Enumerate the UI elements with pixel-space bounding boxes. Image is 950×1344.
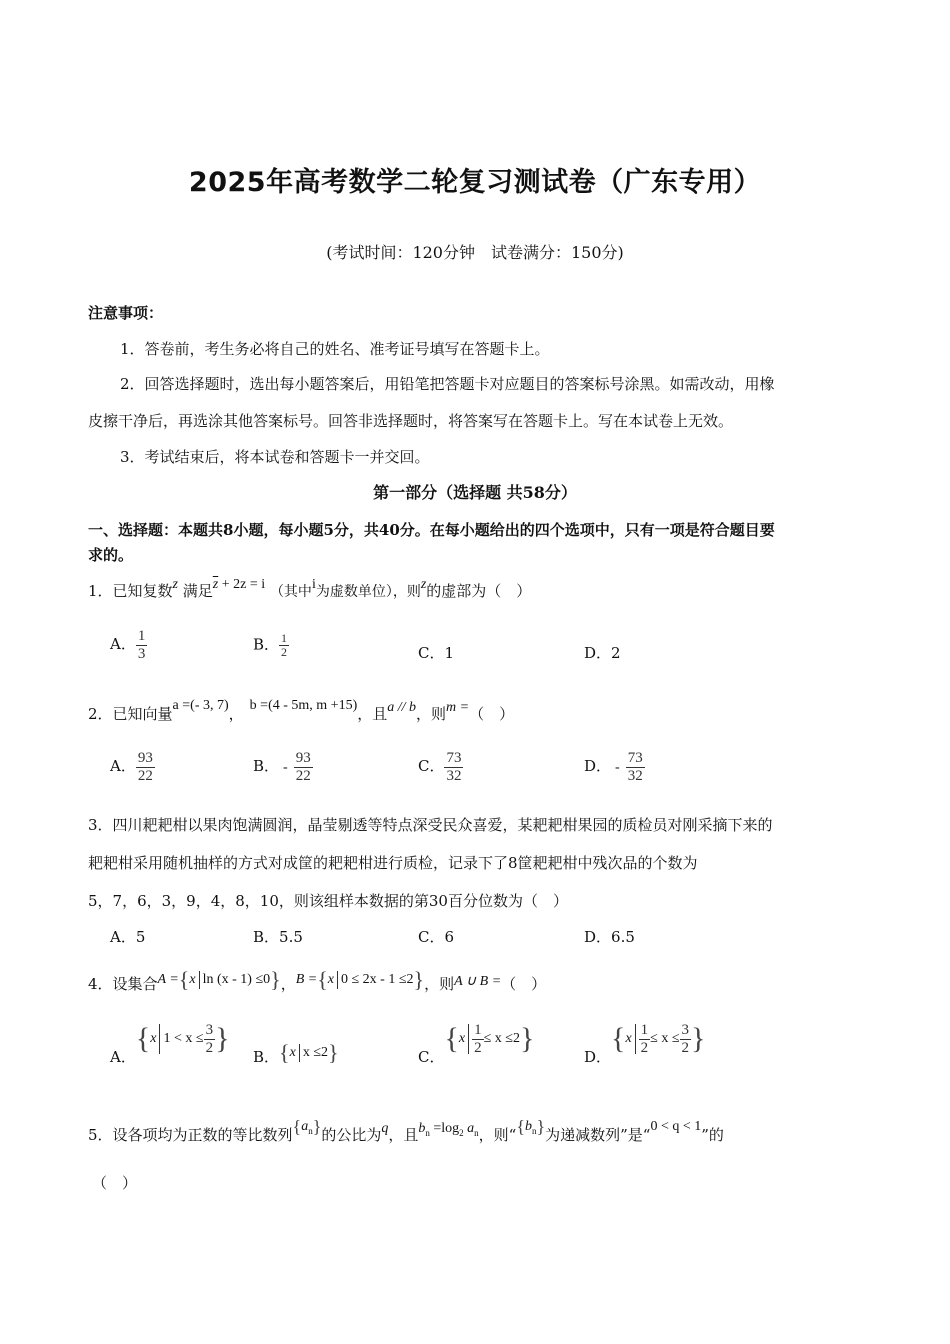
q4-option-c-set [444,1022,535,1056]
q4-text-2: ，则 [424,975,455,994]
notice-item-2-line-1: 2．回答选择题时，选出每小题答案后，用铅笔把答题卡对应题目的答案标号涂黑。如需改动，用橡 [120,375,775,393]
q5-bn-equation [418,1121,478,1136]
q4-option-a-label: A． [110,1048,136,1066]
q4-option-d-num-1: 1 [640,1022,649,1038]
q4-option-a-brace-close: } [215,1022,230,1055]
part1-instruction-line-2: 求的。 [88,546,134,564]
q2-sep: ， [228,705,244,723]
q4-option-d-den-1: 2 [640,1039,649,1056]
notice-item-2-line-2: 皮擦干净后，再选涂其他答案标号。回答非选择题时，将答案写在答题卡上。写在本试卷上无效。 [88,412,734,430]
part1-instruction-line-1: 一、选择题：本题共8小题，每小题5分，共40分。在每小题给出的四个选项中，只有一项是符合题目要 [88,521,775,539]
q4-option-b-label: B． [253,1048,280,1067]
q4-union: A ∪ B = [454,974,502,990]
q4-option-c-den: 2 [474,1039,482,1056]
q2-option-d [584,750,645,784]
q5-text-6: ”的 [701,1126,724,1144]
q2-option-b [253,750,313,784]
q4-set-a-brace-open: { [178,967,190,992]
q5-seq-b [516,1116,546,1137]
question-3-line-1: 3．四川耙耙柑以果肉饱满圆润，晶莹剔透等特点深受民众喜爱，某耙耙柑果园的质检员对刚采摘下来的 [88,816,773,834]
q5-an-sub: n [474,1127,479,1138]
q2-option-c-num: 73 [446,750,462,766]
q4-option-c-var: x [458,1031,466,1047]
q1-option-b-label: B． [253,635,280,654]
q4-set-b-cond: 0 ≤ 2x - 1 ≤2 [341,972,414,988]
q4-option-a-num: 3 [205,1022,214,1038]
q2-option-c [418,750,463,784]
q2-text-1: 2．已知向量 [88,705,173,723]
q5-q: q [381,1121,389,1136]
q4-option-d-var: x [625,1031,632,1047]
exam-info: (考试时间：120分钟 试卷满分：150分) [326,243,624,262]
q1-text-1: 1．已知复数 [88,582,173,600]
q2-option-d-label: D． [584,757,612,775]
q2-option-a [110,750,155,784]
q1-text-3: （其中 [269,584,312,600]
q4-option-d-fraction-2 [680,1022,692,1056]
q3-option-d: D．6.5 [584,928,635,946]
q4-option-a-den: 2 [205,1039,214,1056]
q3-option-a: A．5 [110,928,146,946]
q1-option-b-num: 1 [281,631,288,645]
q2-option-d-sign: - [615,760,620,775]
q2-text-2: ，且 [357,705,388,723]
q2-option-c-den: 32 [446,767,462,784]
q5-text-1: 5．设各项均为正数的等比数列 [88,1126,293,1144]
q4-option-a-set [135,1022,230,1056]
q4-set-b-brace-open: { [317,967,328,992]
q2-option-d-den: 32 [627,767,643,784]
q1-option-a-den: 3 [137,645,146,662]
q2-option-b-fraction [294,750,313,784]
q5-seq-b-sub: n [531,1125,537,1136]
q1-option-b-fraction [279,632,289,659]
notice-item-1: 1．答卷前，考生务必将自己的姓名、准考证号填写在答题卡上。 [120,340,550,358]
q4-option-d [584,1022,705,1067]
q4-set-b-brace-close: } [413,967,425,992]
q1-eq-rest: + 2z = i [221,577,266,592]
q4-option-a-bar [159,1024,160,1054]
q4-option-d-mid: ≤ x ≤ [650,1031,680,1047]
question-1 [88,577,532,601]
q2-vector-b: b =(4 - 5m, m +15) [249,698,358,713]
q1-text-2: 满足 [182,582,213,600]
q4-set-a-bar [199,971,200,989]
q3-option-c: C．6 [418,928,455,946]
q4-set-b-name: B = [295,972,318,988]
q4-option-d-set [611,1022,706,1056]
q5-log-base: 2 [459,1127,464,1138]
q1-option-b-den: 2 [281,645,288,660]
q4-option-c-brace-close: } [519,1022,535,1055]
question-2 [88,698,515,724]
q2-option-b-num: 93 [295,750,311,766]
q4-option-c-num: 1 [474,1022,482,1038]
q4-option-a-fraction [204,1022,216,1056]
q4-option-b-brace-close: } [328,1040,339,1065]
q1-var-z2: z [420,577,427,592]
q1-equation [213,577,265,592]
q5-bn-log: =log [433,1121,460,1136]
q2-text-4: （ ） [469,705,515,723]
q4-set-a-name: A = [157,972,179,988]
q1-option-c: C．1 [418,644,455,662]
q4-option-d-brace-open: { [611,1022,626,1055]
q4-option-c [418,1022,534,1067]
q4-option-d-fraction-1 [639,1022,651,1056]
q1-text-5: 的虚部为（ ） [426,582,532,600]
q4-set-a-cond: ln (x - 1) ≤0 [202,972,271,988]
q5-seq-a-sub: n [308,1125,313,1136]
q4-set-a-var: x [189,972,196,988]
q2-option-c-label: C． [418,757,445,775]
q4-option-d-label: D． [584,1048,612,1066]
q4-option-b-brace-open: { [279,1040,290,1065]
q1-option-a-label: A． [110,635,136,653]
q4-set-b-var: x [327,972,334,988]
q2-option-d-fraction [626,750,645,784]
q2-option-a-fraction [136,750,155,784]
notice-item-3: 3．考试结束后，将本试卷和答题卡一并交回。 [120,448,430,466]
q4-set-b-bar [337,971,338,989]
question-4 [88,967,547,999]
q4-option-b-cond: x ≤2 [302,1045,328,1061]
q5-seq-b-var: b [524,1119,532,1134]
q2-m: m = [446,700,470,715]
q2-parallel: a // b [387,700,417,715]
q5-an-var: a [467,1121,475,1136]
question-5 [88,1116,724,1147]
q1-option-b [253,632,289,659]
q4-option-b [253,1040,339,1066]
question-3-line-2: 耙耙柑采用随机抽样的方式对成筐的耙耙柑进行质检，记录下了8筐耙耙柑中残次品的个数为 [88,854,698,872]
q4-option-d-brace-close: } [691,1022,706,1055]
q2-option-a-den: 22 [137,767,153,784]
q4-option-b-var: x [289,1045,296,1061]
q1-option-d: D．2 [584,644,621,662]
q4-option-b-bar [299,1044,300,1062]
q2-option-b-label: B． [253,757,280,775]
q4-option-c-bar [468,1024,469,1054]
q5-text-2: 的公比为 [321,1126,382,1144]
question-3-line-3: 5，7，6，3，9，4，8，10，则该组样本数据的第30百分位数为（ ） [88,892,568,910]
q4-option-a [110,1022,229,1067]
q1-var-z: z [172,577,178,592]
q4-text-3: （ ） [501,975,547,994]
q4-option-d-num-2: 3 [681,1022,690,1038]
q4-option-c-label: C． [418,1048,445,1066]
q1-zbar: $\overline{z}$ [212,577,219,592]
q5-seq-a-brace-close: } [312,1116,322,1137]
q5-seq-a [292,1116,322,1137]
q5-condition: 0 < q < 1 [650,1119,702,1134]
q5-seq-a-var: a [301,1119,309,1134]
q2-option-a-label: A． [110,757,136,775]
q4-option-d-bar [635,1024,636,1054]
q5-seq-a-brace-open: { [292,1116,302,1137]
q1-option-a [110,628,147,662]
q5-text-4: ，则“ [478,1126,517,1144]
q4-set-a [157,967,281,992]
q5-text-5: 为递减数列”是“ [545,1126,651,1144]
q4-set-a-brace-close: } [270,967,281,992]
q2-option-c-fraction [444,750,463,784]
page-title: 2025年高考数学二轮复习测试卷（广东专用） [188,167,762,198]
q1-option-a-num: 1 [137,628,146,644]
q1-option-a-fraction [136,628,148,662]
notice-heading: 注意事项： [88,304,164,322]
q2-text-3: ，则 [416,705,447,723]
q5-seq-b-brace-close: } [536,1116,546,1137]
section-title: 第一部分（选择题 共58分） [373,483,577,502]
q2-option-b-sign: - [283,760,288,775]
q5-text-3: ，且 [388,1126,419,1144]
q1-var-i: i [311,577,316,592]
q4-text-1: 4．设集合 [88,975,158,994]
q5-bn-sub: n [425,1127,430,1138]
q4-option-b-set [279,1040,339,1065]
q1-text-4: 为虚数单位），则 [315,584,421,600]
q4-option-c-brace-open: { [444,1022,459,1055]
q2-option-a-num: 93 [137,750,153,766]
q2-option-d-num: 73 [627,750,643,766]
q4-option-d-den-2: 2 [681,1039,690,1056]
q4-set-b [295,967,425,992]
q4-option-a-brace-open: { [135,1022,151,1055]
q2-vector-a: a =(- 3, 7) [172,698,229,713]
question-5-blank: （ ） [92,1174,138,1192]
q4-option-a-left: 1 < x ≤ [163,1031,204,1047]
q4-option-a-var: x [150,1031,157,1047]
q3-option-b: B．5.5 [253,928,303,946]
q4-option-c-fraction [472,1022,484,1056]
q4-sep: ， [280,975,296,994]
q5-bn-var: b [418,1121,426,1136]
q4-option-c-right: ≤ x ≤2 [483,1031,520,1047]
q2-option-b-den: 22 [295,767,311,784]
q5-seq-b-brace-open: { [516,1116,525,1137]
